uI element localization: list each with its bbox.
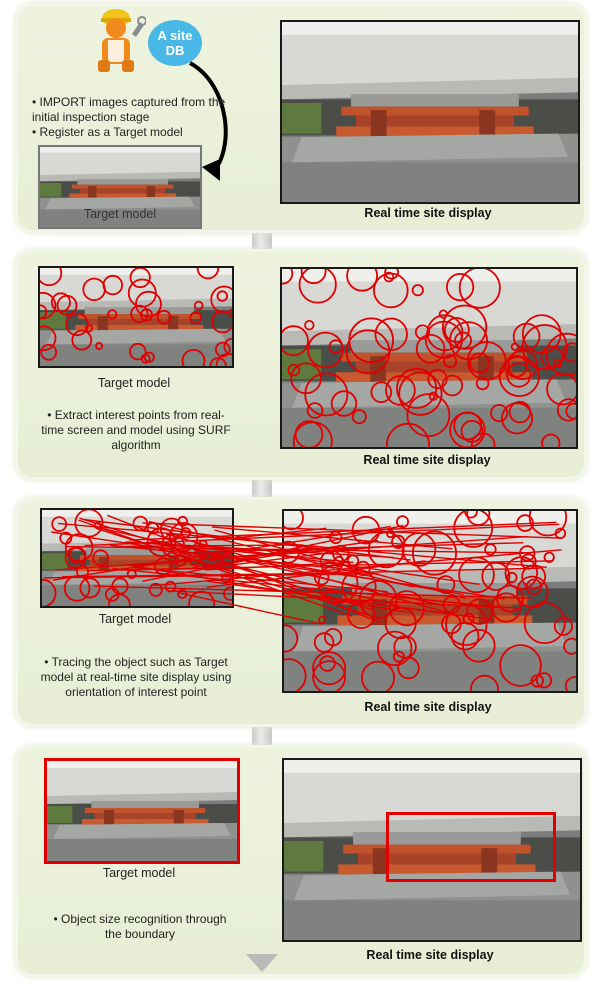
process-flow-arrow-head — [246, 954, 278, 972]
target-model-caption: Target model — [97, 376, 171, 390]
site-display-caption: Real time site display — [364, 206, 492, 220]
db-label-line1: A site — [157, 28, 193, 43]
detected-object-boundary — [386, 812, 556, 882]
db-label-line2: DB — [165, 43, 185, 58]
bullet-import: • IMPORT images captured from the initial inspection stage — [32, 95, 226, 124]
size-instructions: • Object size recognition through the boundary — [53, 912, 227, 941]
bullet-register: • Register as a Target model — [32, 125, 183, 139]
extract-instructions: • Extract interest points from real-time screen and model using SURF algorithm — [41, 408, 231, 452]
site-display-caption: Real time site display — [363, 453, 491, 467]
site-display-caption: Real time site display — [364, 700, 492, 714]
target-model-caption: Target model — [102, 866, 176, 880]
match-line — [207, 581, 494, 620]
target-model-photo — [44, 758, 240, 864]
tracing-instructions: • Tracing the object such as Target model at real-time site display using orientation of interest point — [40, 655, 232, 699]
target-model-caption: Target model — [83, 207, 157, 221]
target-model-caption: Target model — [98, 612, 172, 626]
site-display-caption: Real time site display — [366, 948, 494, 962]
